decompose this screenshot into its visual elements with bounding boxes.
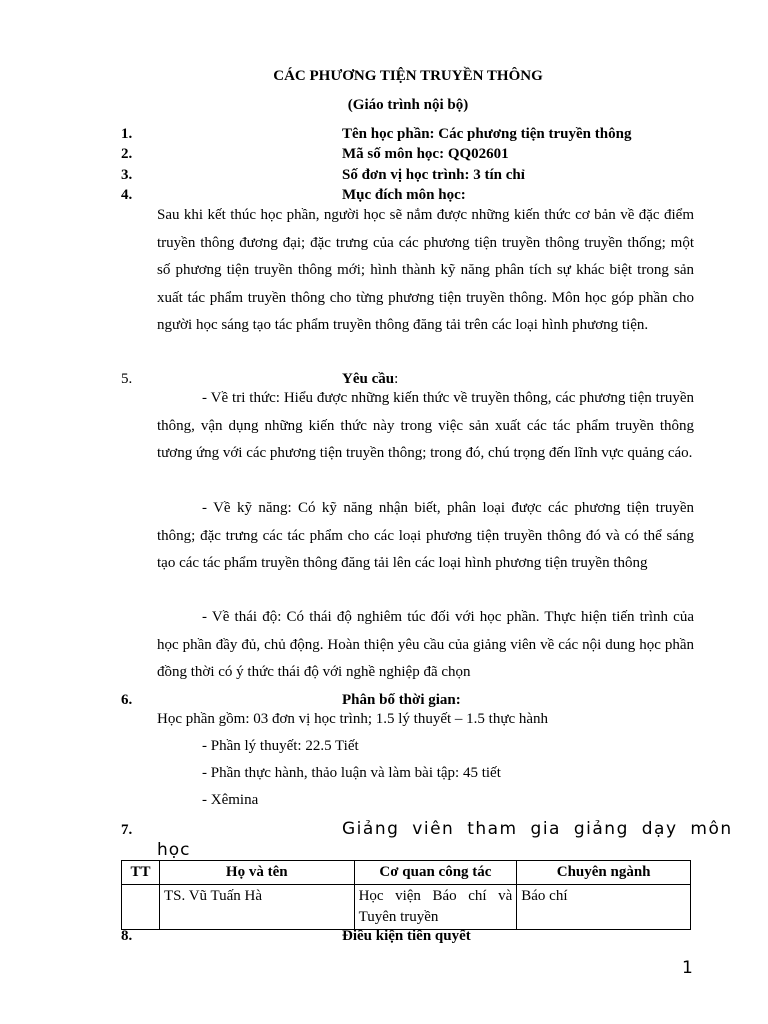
item-heading-time-allocation: Phân bố thời gian: [342, 692, 461, 708]
document-subtitle: (Giáo trình nội bộ) [347, 97, 469, 113]
cell-organization: Học viện Báo chí và Tuyên truyền [354, 885, 517, 930]
purpose-paragraph: Sau khi kết thúc học phần, người học sẽ nắm được những kiến thức cơ bản về đặc điểm truyền thông đương đại; đặc trưng của các phương tiện truyền thông truyền thống; một số phương tiện truyền thông mới; hình thành kỹ năng phân tích sự khác biệt trong sản xuất tác phẩm truyền thông cho từng phương tiện truyền thông. Môn học góp phần cho người học sáng tạo tác phẩm truyền thông đăng tải trên các loại hình phương tiện. [157, 207, 694, 333]
item-number: 7. [121, 822, 133, 838]
requirements-skills: - Về kỹ năng: Có kỹ năng nhận biết, phân loại được các phương tiện truyền thông; đặc trưng các tác phẩm cho các loại phương tiện truyền thông đó và có thể sáng tạo các tác phẩm truyền thông đăng tải lên các loại hình phương tiện truyền thông [157, 500, 694, 571]
item-heading-course-code: Mã số môn học: QQ02601 [342, 146, 509, 162]
table-row [122, 885, 691, 930]
item-heading-course-name: Tên học phần: Các phương tiện truyền thông [342, 126, 632, 142]
item-number: 2. [121, 146, 133, 162]
column-header-organization: Cơ quan công tác [354, 861, 517, 885]
item-heading-prerequisites: Điều kiện tiên quyết [342, 928, 471, 944]
document-title: CÁC PHƯƠNG TIỆN TRUYỀN THÔNG [273, 68, 543, 84]
item-number: 1. [121, 126, 133, 142]
requirements-heading-text: Yêu cầu [342, 371, 395, 387]
requirements-colon: : [394, 371, 399, 387]
table-header-row [122, 861, 691, 885]
cell-name: TS. Vũ Tuấn Hà [159, 885, 354, 930]
page-number: 1 [682, 958, 693, 978]
column-header-name: Họ và tên [159, 861, 354, 885]
item-number: 3. [121, 167, 133, 183]
column-header-tt: TT [122, 861, 160, 885]
item-number: 8. [121, 928, 133, 944]
time-seminar: - Xêmina [202, 792, 259, 808]
item-heading-credits: Số đơn vị học trình: 3 tín chỉ [342, 167, 525, 183]
cell-major: Báo chí [517, 885, 691, 930]
item-heading-lecturers-cont: học [157, 840, 191, 860]
time-summary: Học phần gồm: 03 đơn vị học trình; 1.5 lý thuyết – 1.5 thực hành [157, 711, 549, 727]
requirements-knowledge: - Về tri thức: Hiểu được những kiến thức về truyền thông, các phương tiện truyền thông, vận dụng những kiến thức này trong việc sản xuất các tác phẩm truyền thông tương ứng với các phương tiện truyền thông; trong đó, chú trọng đến lĩnh vực quảng cáo. [157, 390, 694, 461]
lecturers-table [121, 860, 691, 930]
item-heading-lecturers: Giảng viên tham gia giảng dạy môn [342, 819, 733, 839]
item-number: 4. [121, 187, 133, 203]
item-heading-purpose: Mục đích môn học: [342, 187, 466, 203]
column-header-major: Chuyên ngành [517, 861, 691, 885]
time-theory: - Phần lý thuyết: 22.5 Tiết [202, 738, 359, 754]
item-number: 6. [121, 692, 133, 708]
item-number: 5. [121, 371, 133, 387]
time-practice: - Phần thực hành, thảo luận và làm bài tập: 45 tiết [202, 765, 501, 781]
cell-tt [122, 885, 160, 930]
requirements-attitude: - Về thái độ: Có thái độ nghiêm túc đối với học phần. Thực hiện tiến trình của học phần đầy đủ, chủ động. Hoàn thiện yêu cầu của giảng viên về các nội dung học phần đồng thời có ý thức thái độ với nghề nghiệp đã chọn [157, 609, 694, 680]
